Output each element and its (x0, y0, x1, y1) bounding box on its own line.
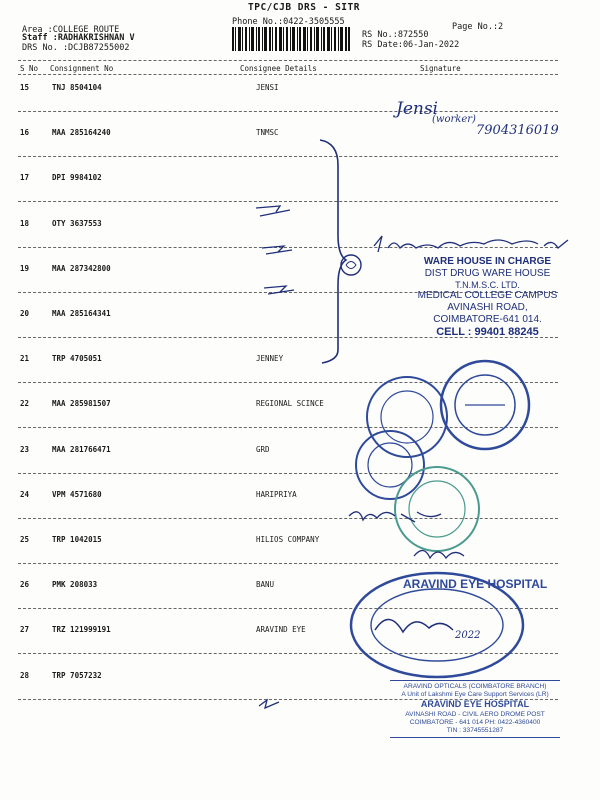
row-consignee: ARAVIND EYE (256, 625, 306, 634)
handwritten-name: Jensi (396, 99, 438, 119)
stamp-line: MEDICAL COLLEGE CAMPUS (417, 290, 558, 302)
handwritten-mark-row28 (255, 690, 285, 714)
row-sno: 23 (20, 445, 30, 454)
row-sno: 18 (20, 219, 30, 228)
handwritten-phone: 7904316019 (476, 123, 559, 138)
stamp-line: CELL : 99401 88245 (436, 325, 539, 338)
row-consignee: TNMSC (256, 128, 279, 137)
staff-label: Staff :RADHAKRISHNAN V (22, 33, 135, 43)
row-consignee: HILIOS COMPANY (256, 535, 320, 544)
row-consignment: MAA 285981507 (52, 399, 111, 408)
row-consignee: JENSI (256, 83, 279, 92)
handwritten-circle-mark (336, 250, 366, 280)
stamp-line: COIMBATORE - 641 014 PH: 0422-4360400 (409, 718, 541, 726)
stamp-line: DIST DRUG WARE HOUSE (424, 267, 551, 279)
stamp-line: TIN : 33745551287 (446, 727, 504, 735)
stamp-line: COIMBATORE-641 014. (433, 313, 542, 325)
row-consignment: MAA 281766471 (52, 445, 111, 454)
aravind-date: 2022 (455, 630, 481, 641)
drs-number: DRS No. :DCJB87255002 (22, 43, 130, 53)
stamp-line: A Unit of Lakshmi Eye Care Support Services (LR) (401, 691, 549, 699)
handwritten-signature-row24 (345, 500, 465, 530)
row-consignee: JENNEY (256, 354, 284, 363)
document-title: TPC/CJB DRS - SITR (248, 2, 360, 13)
divider (18, 74, 558, 75)
page-number: Page No.:2 (452, 22, 504, 32)
row-sno: 17 (20, 173, 30, 182)
row-consignment: TRP 7057232 (52, 671, 102, 680)
col-header-signature: Signature (420, 64, 461, 73)
row-consignment: MAA 287342800 (52, 264, 111, 273)
aravind-round-stamp (345, 568, 548, 683)
handwritten-signature-row15 (390, 94, 590, 139)
row-consignment: TNJ 8504104 (52, 83, 102, 92)
aravind-rect-stamp (390, 680, 560, 738)
handwritten-ticks (250, 190, 310, 310)
row-divider (18, 156, 558, 157)
handwritten-signature-row25 (410, 542, 470, 568)
row-sno: 27 (20, 625, 30, 634)
col-header-sno: S No (20, 64, 39, 73)
col-header-consignment: Consignment No (50, 64, 114, 73)
stamp-line: AVINASHI ROAD - CIVIL AERO DROME POST (405, 710, 545, 718)
stamp-line: ARAVIND OPTICALS (COIMBATORE BRANCH) (403, 683, 547, 690)
rs-date: RS Date:06-Jan-2022 (362, 40, 460, 50)
aravind-round-text: ARAVIND EYE HOSPITAL (403, 577, 548, 591)
row-consignment: DPI 9984102 (52, 173, 102, 182)
row-sno: 28 (20, 671, 30, 680)
row-consignee: BANU (256, 580, 275, 589)
warehouse-stamp (400, 256, 575, 339)
area-label: Area :COLLEGE ROUTE (22, 25, 120, 35)
row-sno: 20 (20, 309, 30, 318)
row-sno: 21 (20, 354, 30, 363)
stamp-line: T.N.M.S.C. LTD. (455, 279, 520, 290)
handwritten-note: (worker) (432, 114, 476, 125)
barcode (232, 27, 350, 51)
row-consignment: MAA 285164341 (52, 309, 111, 318)
stamp-line: ARAVIND EYE HOSPITAL (420, 699, 530, 710)
row-consignment: VPM 4571680 (52, 490, 102, 499)
row-consignee: HARIPRIYA (256, 490, 297, 499)
row-consignment: MAA 285164240 (52, 128, 111, 137)
phone-number: Phone No.:0422-3505555 (232, 17, 345, 27)
row-sno: 26 (20, 580, 30, 589)
row-divider (18, 563, 558, 564)
row-sno: 25 (20, 535, 30, 544)
row-sno: 15 (20, 83, 30, 92)
row-consignment: TRZ 121999191 (52, 625, 111, 634)
row-consignee: GRD (256, 445, 270, 454)
row-sno: 22 (20, 399, 30, 408)
row-consignment: PMK 208033 (52, 580, 98, 589)
row-consignment: TRP 4705051 (52, 354, 102, 363)
row-sno: 16 (20, 128, 30, 137)
row-sno: 19 (20, 264, 30, 273)
divider (18, 60, 558, 61)
stamp-line: WARE HOUSE IN CHARGE (423, 256, 552, 267)
row-consignment: TRP 1042015 (52, 535, 102, 544)
row-consignee: REGIONAL SCINCE (256, 399, 324, 408)
rs-number: RS No.:872550 (362, 30, 429, 40)
row-sno: 24 (20, 490, 30, 499)
col-header-consignee: Consignee Details (240, 64, 317, 73)
stamp-line: AVINASHI ROAD, (447, 302, 528, 313)
row-consignment: OTY 3637553 (52, 219, 102, 228)
